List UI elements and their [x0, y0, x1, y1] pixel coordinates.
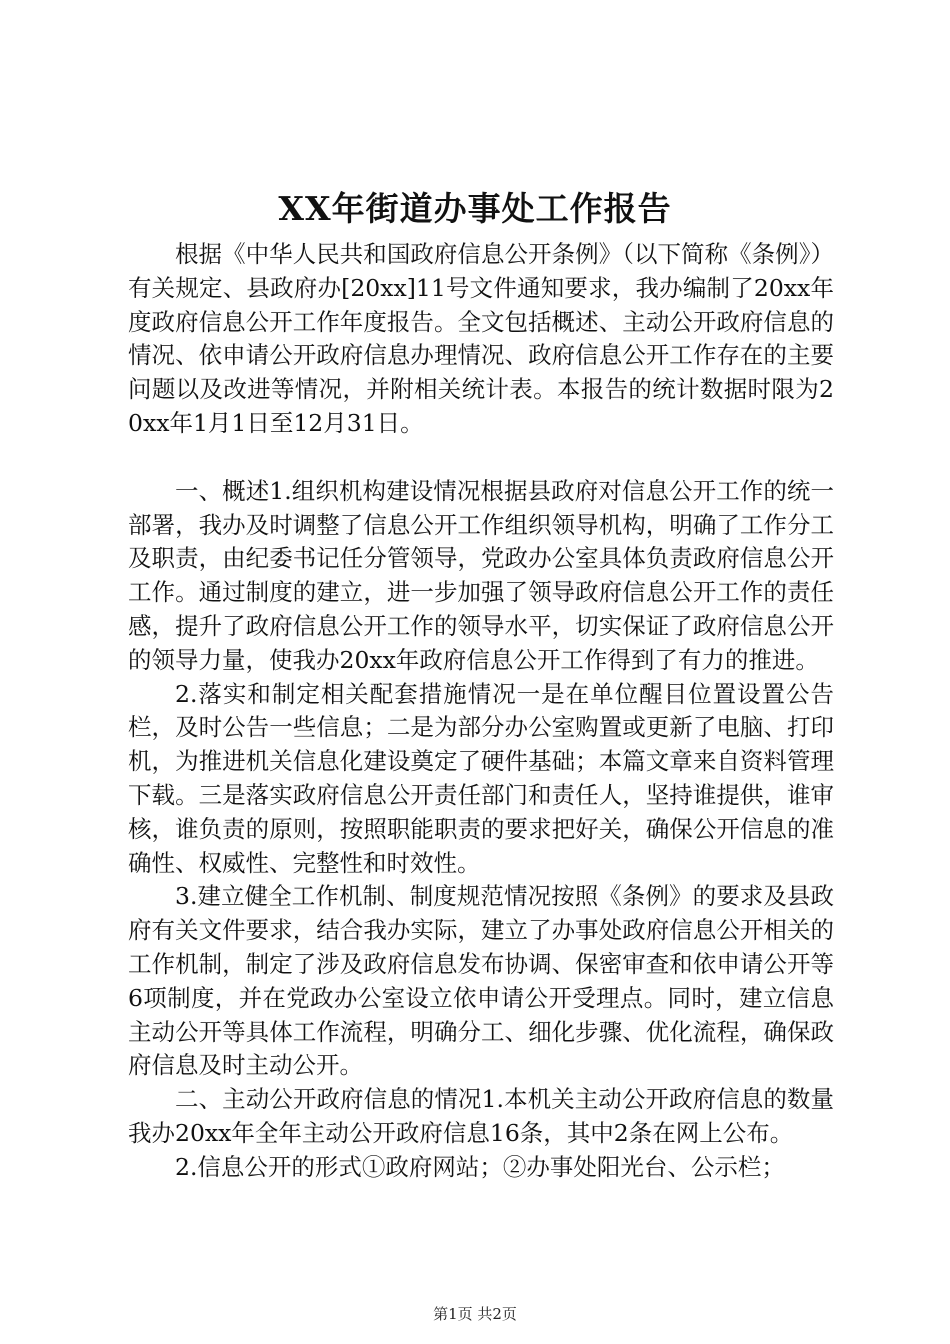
document-body	[128, 238, 834, 1185]
document-title: XX年街道办事处工作报告	[278, 189, 672, 228]
paragraph-active-disclosure: 二、主动公开政府信息的情况1.本机关主动公开政府信息的数量我办20xx年全年主动公开政府信息16条，其中2条在网上公布。	[128, 1085, 834, 1147]
paragraph-intro: 根据《中华人民共和国政府信息公开条例》（以下简称《条例》）有关规定、县政府办[20xx]11号文件通知要求，我办编制了20xx年度政府信息公开工作年度报告。全文包括概述、主动公开政府信息的情况、依申请公开政府信息办理情况、政府信息公开工作存在的主要问题以及改进等情况，并附相关统计表。本报告的统计数据时限为20xx年1月1日至12月31日。	[128, 240, 834, 437]
page-number-footer: 第1页 共2页	[433, 1305, 517, 1323]
paragraph-disclosure-forms: 2.信息公开的形式①政府网站；②办事处阳光台、公示栏；	[175, 1152, 785, 1181]
paragraph-mechanisms: 3.建立健全工作机制、制度规范情况按照《条例》的要求及县政府有关文件要求，结合我办实际，建立了办事处政府信息公开相关的工作机制，制定了涉及政府信息发布协调、保密审查和依申请公开等6项制度，并在党政办公室设立依申请公开受理点。同时，建立信息主动公开等具体工作流程，明确分工、细化步骤、优化流程，确保政府信息及时主动公开。	[128, 882, 834, 1080]
paragraph-measures: 2.落实和制定相关配套措施情况一是在单位醒目位置设置公告栏，及时公告一些信息；二是为部分办公室购置或更新了电脑、打印机，为推进机关信息化建设奠定了硬件基础；本篇文章来自资料管理下载。三是落实政府信息公开责任部门和责任人，坚持谁提供，谁审核，谁负责的原则，按照职能职责的要求把好关，确保公开信息的准确性、权威性、完整性和时效性。	[128, 679, 834, 877]
paragraph-spacer	[128, 441, 834, 475]
paragraph-overview: 一、概述1.组织机构建设情况根据县政府对信息公开工作的统一部署，我办及时调整了信息公开工作组织领导机构，明确了工作分工及职责，由纪委书记任分管领导，党政办公室具体负责政府信息公开工作。通过制度的建立，进一步加强了领导政府信息公开工作的责任感，提升了政府信息公开工作的领导水平，切实保证了政府信息公开的领导力量，使我办20xx年政府信息公开工作得到了有力的推进。	[128, 476, 834, 674]
